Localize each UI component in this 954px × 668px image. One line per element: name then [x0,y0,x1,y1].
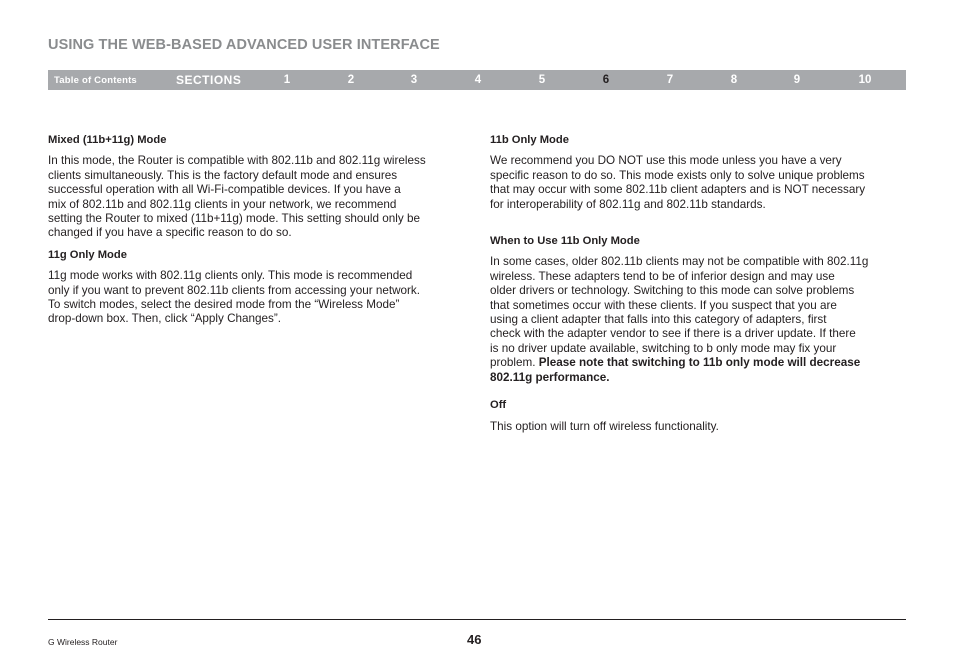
table-of-contents-link[interactable]: Table of Contents [54,75,137,86]
off-heading: Off [490,399,507,412]
g-only-mode-line: 11g mode works with 802.11g clients only. This mode is recommended [48,269,413,283]
b-only-mode-line: specific reason to do so. This mode exists only to solve unique problems [490,168,865,182]
right-column [490,133,910,434]
g-only-mode-heading: 11g Only Mode [48,248,127,261]
when-to-use-line: wireless. These adapters tend to be of inferior design and may use [490,269,835,283]
section-link-2[interactable]: 2 [347,74,355,86]
mixed-mode-line: clients simultaneously. This is the factory default mode and ensures [48,168,398,182]
page-number: 46 [467,632,482,647]
mixed-mode-heading: Mixed (11b+11g) Mode [48,134,167,146]
sections-label: SECTIONS [176,73,242,87]
b-only-mode-heading: 11b Only Mode [490,134,569,146]
performance-warning-text: Please note that switching to 11b only mode will decrease [538,356,861,370]
when-to-use-line: older drivers or technology. Switching to this mode can solve problems [490,284,855,298]
section-navigation-bar [48,70,906,90]
section-link-10[interactable]: 10 [858,74,872,86]
section-link-7[interactable]: 7 [666,74,674,86]
b-only-mode-line: We recommend you DO NOT use this mode unless you have a very [490,154,842,168]
footer-product-name: G Wireless Router [48,637,118,647]
left-column [48,133,464,327]
section-link-9[interactable]: 9 [793,74,801,86]
g-only-mode-line: drop-down box. Then, click “Apply Changes”. [48,312,282,326]
mixed-mode-line: In this mode, the Router is compatible with 802.11b and 802.11g wireless [48,154,426,168]
performance-warning-text-cont: 802.11g performance. [490,370,610,384]
mixed-mode-line: mix of 802.11b and 802.11g clients in your network, we recommend [48,197,397,211]
section-link-8[interactable]: 8 [730,74,738,86]
mixed-mode-line: successful operation with all Wi-Fi-compatible devices. If you have a [48,183,401,197]
section-link-5[interactable]: 5 [538,74,546,86]
section-link-6-active[interactable]: 6 [602,74,610,86]
when-to-use-line: is no driver update available, switching to b only mode may fix your [490,341,837,355]
when-to-use-line: In some cases, older 802.11b clients may not be compatible with 802.11g [490,255,869,269]
page-header-title: USING THE WEB-BASED ADVANCED USER INTERFACE [48,37,440,53]
when-to-use-plain-text: problem. [490,356,539,370]
when-to-use-heading: When to Use 11b Only Mode [490,235,640,248]
section-link-1[interactable]: 1 [283,74,291,86]
b-only-mode-line: for interoperability of 802.11g and 802.11b standards. [490,197,766,211]
when-to-use-line [490,356,910,370]
g-only-mode-line: To switch modes, select the desired mode from the “Wireless Mode” [48,298,400,312]
off-description: This option will turn off wireless functionality. [490,419,719,433]
g-only-mode-line: only if you want to prevent 802.11b clients from accessing your network. [48,283,421,297]
mixed-mode-line: changed if you have a specific reason to do so. [48,226,292,240]
b-only-mode-line: that may occur with some 802.11b client adapters and is NOT necessary [490,183,866,197]
section-link-3[interactable]: 3 [410,74,418,86]
section-link-4[interactable]: 4 [474,74,482,86]
mixed-mode-line: setting the Router to mixed (11b+11g) mode. This setting should only be [48,212,420,226]
when-to-use-line: check with the adapter vendor to see if there is a driver update. If there [490,327,856,341]
footer-divider [48,619,906,620]
when-to-use-line: that sometimes occur with these clients. If you suspect that you are [490,298,837,312]
when-to-use-line: using a client adapter that falls into this category of adapters, first [490,313,827,327]
